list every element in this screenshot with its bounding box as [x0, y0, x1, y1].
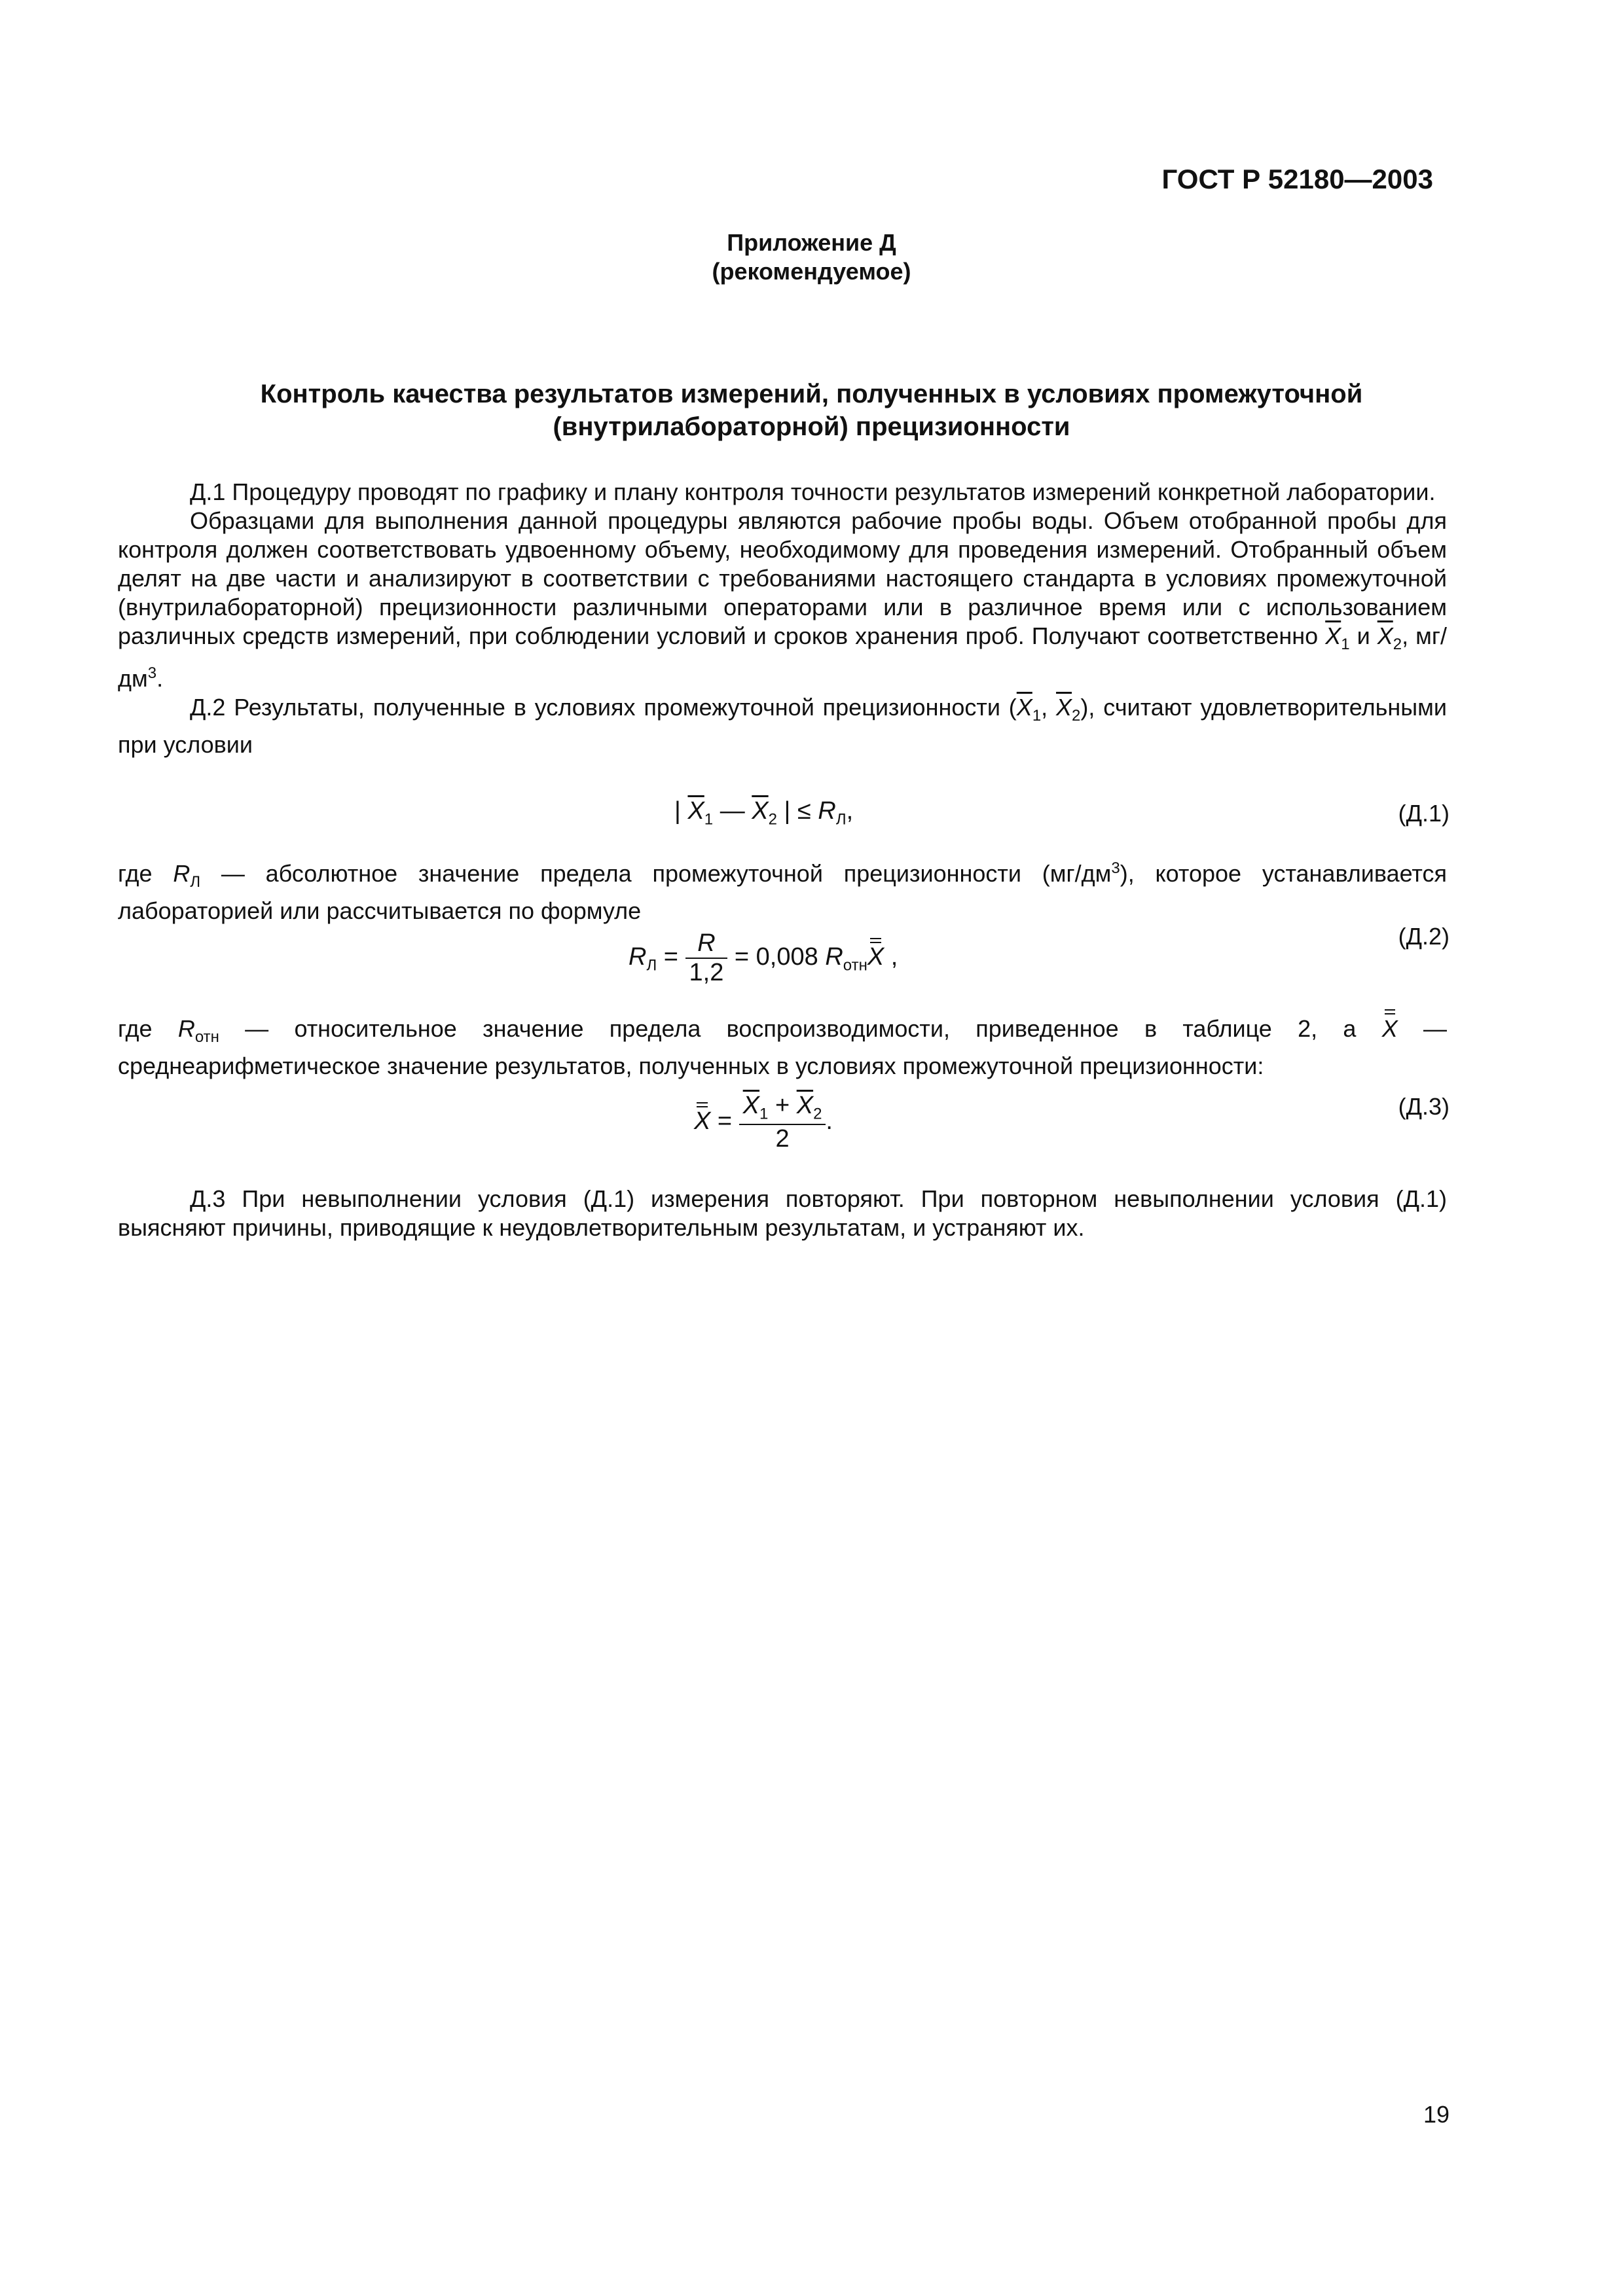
paragraph-block-d1 — [118, 478, 1447, 759]
subscript-1: 1 — [704, 810, 714, 829]
eq-tail: , — [884, 943, 898, 971]
subscript-l: Л — [646, 956, 657, 975]
symbol-x1: $\overline{X}$ — [1325, 622, 1341, 649]
subscript-2: 2 — [813, 1105, 822, 1123]
symbol-r: R — [177, 1015, 195, 1042]
where-text-a: где — [118, 860, 173, 887]
symbol-x2: $\overline{X}$ — [752, 797, 769, 825]
where2-text-b: — относительное значение предела воспроизводимости, приведенное в таблице 2, а — [219, 1015, 1382, 1042]
eq-tail: . — [826, 1107, 833, 1135]
paragraph-samples-text: Образцами для выполнения данной процедуры являются рабочие пробы воды. Объем отобранной пробы для контроля должен соответствовать удвоенному объему, необходимому для проведения измерений. Отобранный объем делят на две части и анализируют в соответствии с требованиями настоящего стандарта в условиях промежуточной (внутрилабораторной) прецизионности различными операторами или в различное время или с использованием различных средств измерений, при соблюдении условий и сроков хранения проб. Получают соответственно — [118, 507, 1447, 649]
subscript-l: Л — [835, 810, 847, 829]
symbol-x2: $\overline{X}$ — [1056, 694, 1072, 721]
symbol-x1: $\overline{X}$ — [1016, 694, 1032, 721]
eq-tail: , — [846, 797, 854, 825]
symbol-r: R — [173, 860, 191, 887]
superscript-3: 3 — [1111, 859, 1120, 877]
fraction-numerator — [739, 1092, 826, 1125]
subscript-1: 1 — [1341, 636, 1350, 654]
symbol-x-double-bar: X — [867, 943, 884, 971]
paragraph-samples: Образцами для выполнения данной процедуры являются рабочие пробы воды. Объем отобранной пробы для контроля должен соответствовать удвоенному объему, необходимому для проведения измерений. Отобранный объем делят на две части и анализируют в соответствии с требованиями настоящего стандарта в условиях промежуточной (внутрилабораторной) прецизионности различными операторами или в различное время или с использованием различных средств измерений, при соблюдении условий и сроков хранения проб. Получают соответственно $\overline{X}_1$ и $\overline{X}_2$, $мг/дм^3$. — [118, 507, 1447, 692]
paragraph-d2-text-b: ), считают удовлетворительными при условии — [118, 694, 1447, 759]
abs-close: | ≤ — [777, 797, 818, 825]
equation-number-d1: (Д.1) — [1398, 800, 1450, 827]
symbol-x1: $\overline{X}$ — [742, 1092, 760, 1119]
symbol-x-double-bar: X — [1381, 1015, 1398, 1042]
appendix-status: (рекомендуемое) — [712, 258, 911, 285]
subscript-1: 1 — [1032, 707, 1042, 725]
where-text-b: — абсолютное значение предела промежуточной прецизионности (мг/дм — [200, 860, 1112, 887]
plus-sign: + — [768, 1092, 797, 1119]
where2-text-c: — среднеарифметическое значение результатов, полученных в условиях промежуточной прецизионности: — [118, 1015, 1447, 1080]
symbol-r: R — [629, 943, 647, 971]
where-text-c: ), которое устанавливается лабораторией или рассчитывается по формуле — [118, 860, 1448, 925]
symbol-x-double-bar: X — [694, 1107, 711, 1135]
subscript-2: 2 — [1393, 636, 1402, 654]
subscript-otn: отн — [843, 956, 867, 975]
separator: , — [1041, 694, 1057, 721]
subscript-2: 2 — [768, 810, 777, 829]
standard-number: ГОСТ Р 52180—2003 — [1161, 164, 1433, 194]
subscript-1: 1 — [759, 1105, 769, 1123]
fraction-mean — [739, 1092, 826, 1153]
equation-d2 — [629, 929, 898, 987]
equals: = — [657, 943, 685, 971]
paragraph-d3: Д.3 При невыполнении условия (Д.1) измерения повторяют. При повторном невыполнении условия (Д.1) выясняют причины, приводящие к неудовлетворительным результатам, и устраняют их. — [118, 1185, 1447, 1241]
paragraph-d1: Д.1 Процедуру проводят по графику и плану контроля точности результатов измерений конкретной лаборатории. — [190, 478, 1436, 505]
symbol-x2: $\overline{X}$ — [796, 1092, 814, 1119]
subscript-l: Л — [190, 873, 201, 891]
paragraph-d2 — [118, 693, 1447, 759]
equation-number-d3: (Д.3) — [1398, 1093, 1450, 1120]
minus-sign: — — [713, 797, 752, 825]
superscript-3: 3 — [147, 664, 157, 683]
subscript-2: 2 — [1072, 707, 1081, 725]
fraction-r-over-1-2 — [685, 929, 728, 987]
conjunction: и — [1349, 622, 1377, 649]
abs-open: | — [674, 797, 688, 825]
section-title-line1: Контроль качества результатов измерений, полученных в условиях промежуточной — [260, 380, 1363, 408]
symbol-r: R — [818, 797, 836, 825]
symbol-x2: $\overline{X}$ — [1377, 622, 1393, 649]
symbol-r: R — [825, 943, 843, 971]
unit-text: , мг/дм — [118, 622, 1447, 692]
paragraph-block-d3 — [118, 1185, 1447, 1242]
fraction-denominator: 1,2 — [689, 959, 724, 986]
paragraph-d2-text-a: Д.2 Результаты, полученные в условиях промежуточной прецизионности ( — [190, 694, 1017, 721]
page-number: 19 — [1423, 2101, 1450, 2128]
equals: = — [710, 1107, 739, 1135]
appendix-title: Приложение Д — [727, 229, 896, 256]
coefficient: = 0,008 — [727, 943, 826, 971]
fraction-denominator: 2 — [775, 1124, 790, 1153]
fraction-numerator: R — [685, 929, 728, 959]
equation-number-d2: (Д.2) — [1398, 923, 1450, 950]
section-title-line2: (внутрилабораторной) прецизионности — [553, 412, 1070, 441]
equation-d3 — [694, 1092, 833, 1153]
paragraph-where-rl — [118, 854, 1447, 925]
paragraph-where-rotn — [118, 1014, 1447, 1081]
subscript-otn: отн — [194, 1028, 219, 1047]
equation-d1 — [674, 797, 853, 829]
symbol-x1: $\overline{X}$ — [687, 797, 704, 825]
where2-text-a: где — [118, 1015, 178, 1042]
